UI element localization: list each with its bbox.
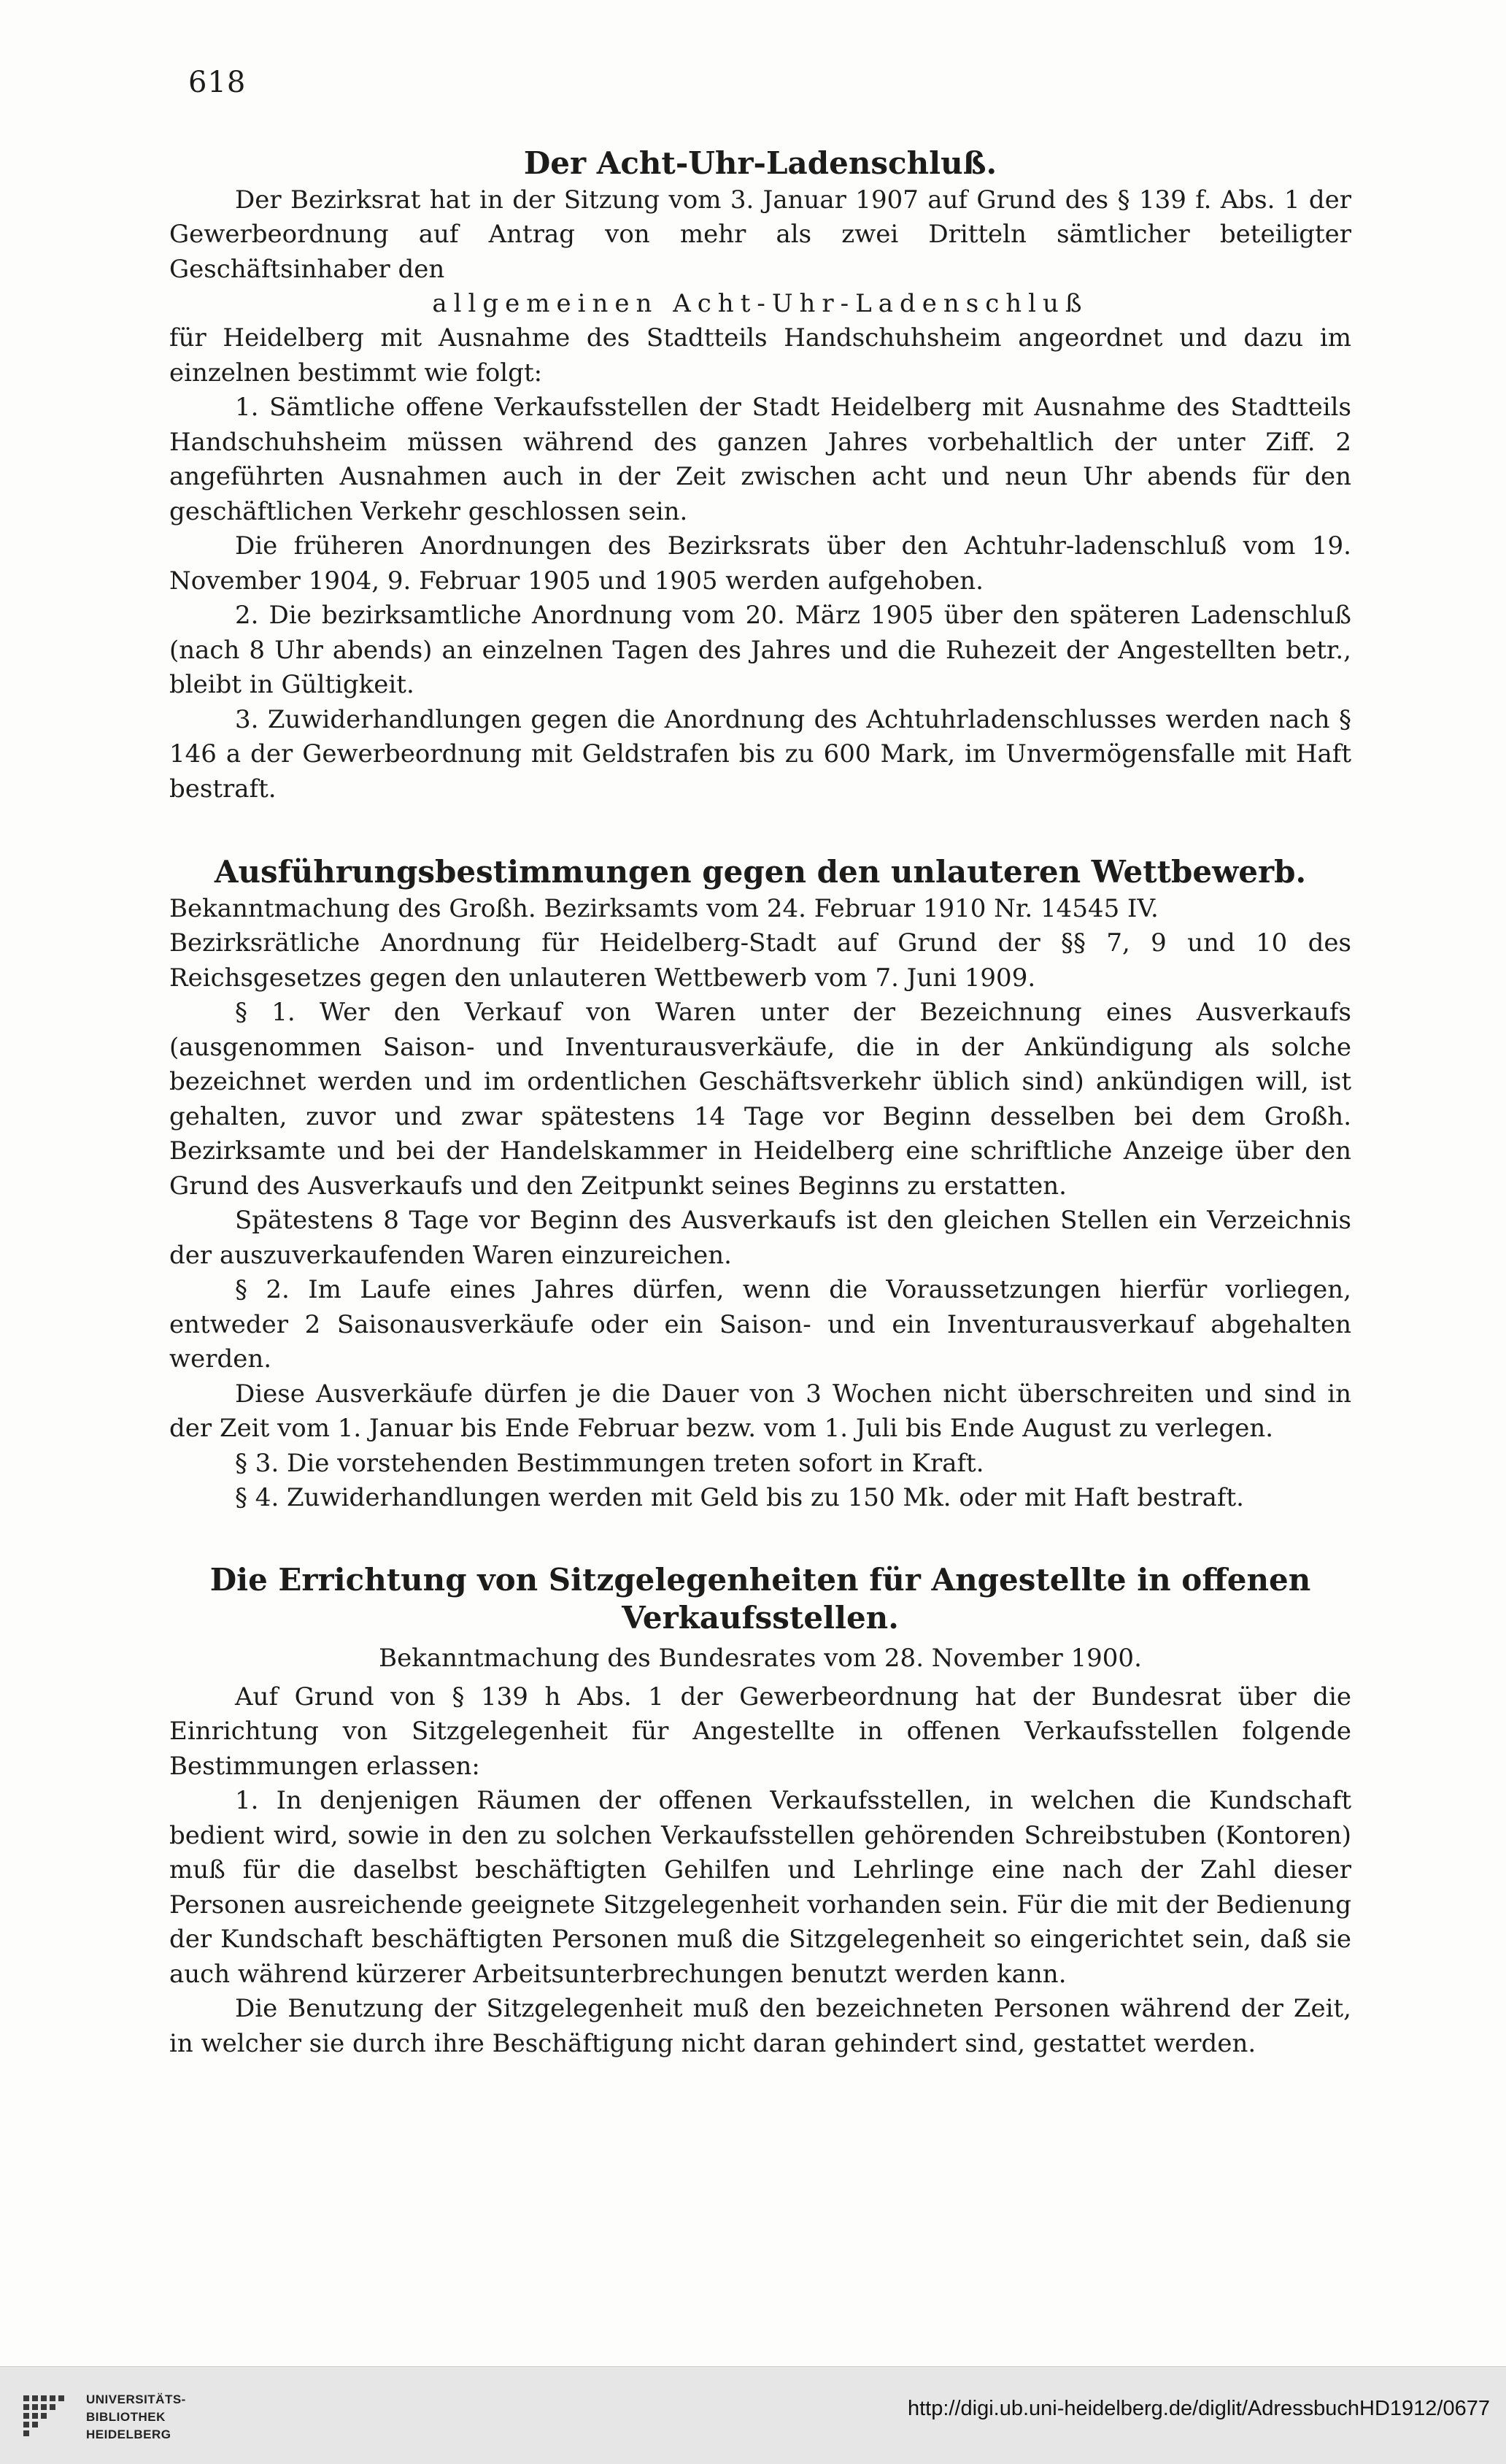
paragraph: 3. Zuwiderhandlungen gegen die Anordnung des Achtuhrladenschlusses werden nach § 146 a der Gewerbeordnung mit Geldstrafen bis zu 600 Mark, im Unvermögensfalle mit Haft bestraft. <box>169 704 1351 804</box>
paragraph: Diese Ausverkäufe dürfen je die Dauer von 3 Wochen nicht überschreiten und sind in der Zeit vom 1. Januar bis Ende Februar bezw. vom 1. Juli bis Ende August zu verlegen. <box>169 1379 1351 1443</box>
library-name <box>86 2391 186 2444</box>
library-name-line: HEIDELBERG <box>86 2428 171 2441</box>
paragraph: 1. Sämtliche offene Verkaufsstellen der Stadt Heidelberg mit Ausnahme des Stadtteils Handschuhsheim müssen während des ganzen Jahres vorbehaltlich der unter Ziff. 2 angeführten Ausnahmen auch in der Zeit zwischen acht und neun Uhr abends für den geschäftlichen Verkehr geschlossen sein. <box>169 393 1351 526</box>
section-notice: Bekanntmachung des Großh. Bezirksamts vom 24. Februar 1910 Nr. 14545 IV. <box>169 893 1159 923</box>
section-title: Ausführungsbestimmungen gegen den unlauteren Wettbewerb. <box>214 854 1307 890</box>
section-order: Bezirksrätliche Anordnung für Heidelberg-Stadt auf Grund der §§ 7, 9 und 10 des Reichsgesetzes gegen den unlauteren Wettbewerb vom 7. Juni 1909. <box>169 928 1351 993</box>
section-intro: Auf Grund von § 139 h Abs. 1 der Gewerbeordnung hat der Bundesrat über die Einrichtung von Sitzgelegenheit für Angestellte in offenen Verkaufsstellen folgende Bestimmungen erlassen: <box>169 1682 1351 1781</box>
paragraph: Spätestens 8 Tage vor Beginn des Ausverkaufs ist den gleichen Stellen ein Verzeichnis der auszuverkaufenden Waren einzureichen. <box>169 1206 1351 1270</box>
university-library-logo-icon <box>22 2394 73 2445</box>
paragraph: § 1. Wer den Verkauf von Waren unter der Bezeichnung eines Ausverkaufs (ausgenommen Saison- und Inventurausverkäufe, die in der Ankündigung als solche bezeichnet werden und im ordentlichen Geschäftsverkehr üblich sind) ankündigen will, ist gehalten, zuvor und zwar spätestens 14 Tage vor Beginn desselben bei dem Großh. Bezirksamte und bei der Handelskammer in Heidelberg eine schriftliche Anzeige über den Grund des Ausverkaufs und den Zeitpunkt seines Beginns zu erstatten. <box>169 998 1351 1201</box>
section-title: Der Acht-Uhr-Ladenschluß. <box>523 145 997 181</box>
section-sitzgelegenheiten <box>169 1561 1351 2062</box>
spaced-emphasis: allgemeinen Acht-Uhr-Ladenschluß <box>432 289 1089 318</box>
page-number: 618 <box>188 66 247 99</box>
paragraph: Die früheren Anordnungen des Bezirksrats über den Achtuhr-ladenschluß vom 19. November 1904, 9. Februar 1905 und 1905 werden aufgehoben. <box>169 531 1351 596</box>
section-intro-continued: für Heidelberg mit Ausnahme des Stadtteils Handschuhsheim angeordnet und dazu im einzelnen bestimmt wie folgt: <box>169 323 1351 388</box>
paragraph: § 3. Die vorstehenden Bestimmungen treten sofort in Kraft. <box>235 1448 984 1478</box>
paragraph: § 4. Zuwiderhandlungen werden mit Geld bis zu 150 Mk. oder mit Haft bestraft. <box>235 1483 1244 1512</box>
paragraph: Die Benutzung der Sitzgelegenheit muß den bezeichneten Personen während der Zeit, in welcher sie durch ihre Beschäftigung nicht daran gehindert sind, gestattet werden. <box>169 1994 1351 2058</box>
section-notice: Bekanntmachung des Bundesrates vom 28. November 1900. <box>379 1643 1142 1673</box>
page-content <box>169 139 1351 2061</box>
paragraph: 1. In denjenigen Räumen der offenen Verkaufsstellen, in welchen die Kundschaft bedient wird, sowie in den zu solchen Verkaufsstellen gehörenden Schreibstuben (Kontoren) muß für die daselbst beschäftigten Gehilfen und Lehrlinge eine nach der Zahl dieser Personen ausreichende geeignete Sitzgelegenheit vorhanden sein. Für die mit der Bedienung der Kundschaft beschäftigten Personen muß die Sitzgelegenheit so eingerichtet sein, daß sie auch während kürzerer Arbeitsunterbrechungen benutzt werden kann. <box>169 1786 1351 1989</box>
paragraph: § 2. Im Laufe eines Jahres dürfen, wenn die Voraussetzungen hierfür vorliegen, entweder 2 Saisonausverkäufe oder ein Saison- und ein Inventurausverkauf abgehalten werden. <box>169 1275 1351 1374</box>
section-unlauterer-wettbewerb <box>169 853 1351 1516</box>
section-intro: Der Bezirksrat hat in der Sitzung vom 3. Januar 1907 auf Grund des § 139 f. Abs. 1 der Gewerbeordnung auf Antrag von mehr als zwei Dritteln sämtlicher beteiligter Geschäftsinhaber den <box>169 185 1351 284</box>
library-name-line: BIBLIOTHEK <box>86 2410 166 2424</box>
library-name-line: UNIVERSITÄTS- <box>86 2392 186 2406</box>
section-title: Die Errichtung von Sitzgelegenheiten für Angestellte in offenen Verkaufsstellen. <box>209 1561 1311 1636</box>
section-acht-uhr-ladenschluss <box>169 145 1351 806</box>
paragraph: 2. Die bezirksamtliche Anordnung vom 20. März 1905 über den späteren Ladenschluß (nach 8 Uhr abends) an einzelnen Tagen des Jahres und die Ruhezeit der Angestellten betr., bleibt in Gültigkeit. <box>169 601 1351 699</box>
source-url-link[interactable]: http://digi.ub.uni-heidelberg.de/diglit/AdressbuchHD1912/0677 <box>907 2397 1490 2420</box>
